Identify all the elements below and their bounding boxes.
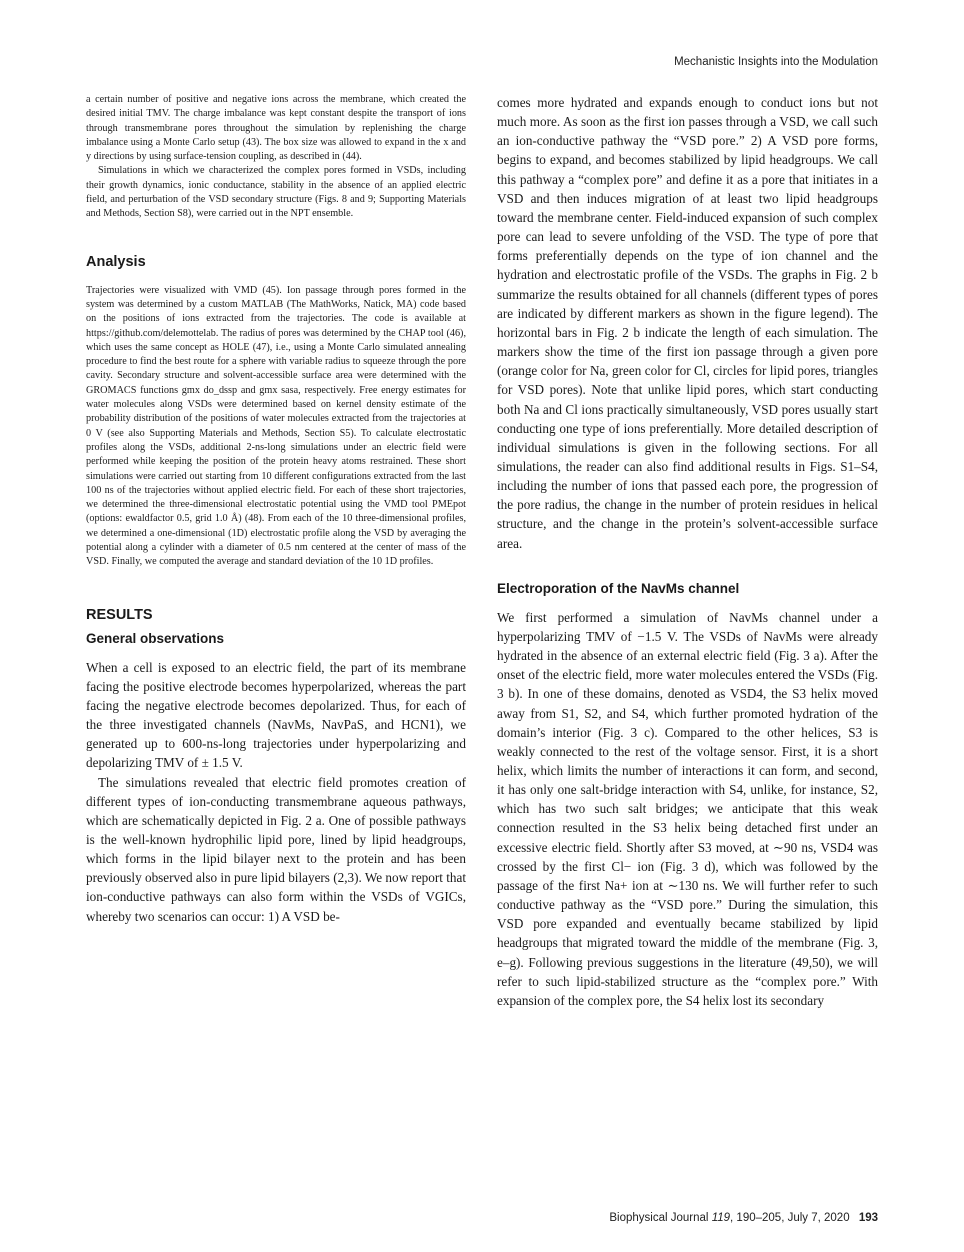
journal-volume: 119 — [711, 1212, 731, 1224]
running-header: Mechanistic Insights into the Modulation — [674, 56, 878, 68]
paragraph-npt: Simulations in which we characterized the complex pores formed in VSDs, including their growth dynamics, ionic conductance, stability in the absence of an applied electric field, and perturbation of the VSD secondary structure (Figs. 8 and 9; Supporting Materials and Methods, Section S8), were carried out in the NPT ensemble. — [86, 165, 466, 220]
paragraph-pores: comes more hydrated and expands enough to conduct ions but not much more. As soon as the first ion passes through a VSD, we call such an ion-conductive pathway the “VSD pore.” 2) A VSD pore forms, begins to expand, and becomes stabilized by lipid headgroups. We call this pathway a “complex pore” and define it as a pore that initiates in a VSD and then induces migration of at least two lipid headgroups toward the membrane center. Field-induced expansion of such complex pore can lead to severe unfolding of the VSD. The type of pore that forms preferentially depends on the type of ion channel and the hydration and electrostatic profile of the VSDs. The graphs in Fig. 2 b summarize the results obtained for all channels (different types of pores are indicated by different markers as shown in the figure legend). The horizontal bars in Fig. 2 b indicate the length of each simulation. The markers show the time of the first ion passage through a given pore (orange color for Na, green color for Cl, circles for lipid pores, triangles for VSD pores). Note that unlike lipid pores, which start conducting both Na and Cl ions practically simultaneously, VSD pores usually start conducting one type of ions preferentially. More detailed description of individual simulations is given in the following sections. For all simulations, the reader can also find additional results in Figs. S1–S4, including the number of ions that passed each pore, the progression of the pore radius, the change in the number of protein residues in helical structure, and the change in the protein’s solvent-accessible surface area. — [497, 95, 878, 551]
paragraph-general-2: The simulations revealed that electric field promotes creation of different types of ion-conducting transmembrane aqueous pathways, which are schematically depicted in Fig. 2 a. One of possible pathways is the well-known hydrophilic lipid pore, lined by lipid headgroups, which forms in the lipid bilayer next to the protein and has been previously observed also in pure lipid bilayers (2,3). We now report that ion-conductive pathways can also form within the VSDs of VGICs, whereby two scenarios can occur: 1) A VSD be- — [86, 774, 466, 924]
paragraph-analysis: Trajectories were visualized with VMD (45). Ion passage through pores formed in the system was determined by a custom MATLAB (The MathWorks, Natick, MA) code based on the positions of ions extracted from the trajectories. The code is available at https://github.com/delemottelab. The radius of pores was determined by the CHAP tool (46), which uses the same concept as HOLE (47), i.e., using a Monte Carlo simulated annealing procedure to find the best route for a sphere with variable radius to squeeze through the pore cavity. Secondary structure and solvent-accessible surface area were determined with the GROMACS functions gmx do_dssp and gmx sasa, respectively. Free energy estimates for water molecules along VSDs were determined based on kernel density estimate of the probability distribution of the positions of water molecules extracted from the trajectories at 0 V (see also Supporting Materials and Methods, Section S5). To calculate electrostatic profiles along the VSDs, additional 2-ns-long simulations under an electric field were performed while keeping the position of the protein heavy atoms restrained. These short simulations were carried out starting from 10 different configurations extracted from the last 100 ns of the trajectories without applied electric field. For each of these short trajectories, we determined the three-dimensional electrostatic potential using the VMD tool PMEpot (options: ewaldfactor 0.5, grid 1.0 Å) (48). From each of the 10 three-dimensional profiles, we determined a one-dimensional (1D) electrostatic profile along the VSD by averaging the potential along a cylinder with a diameter of 0.5 nm centered at the center of mass of the VSD. Finally, we computed the average and standard deviation of the 10 1D profiles. — [86, 284, 466, 568]
paragraph-general-1: When a cell is exposed to an electric field, the part of its membrane facing the positive electrode becomes hyperpolarized, whereas the part facing the negative electrode becomes depolarized. Thus, for each of the three investigated channels (NavMs, NavPaS, and HCN1), we generated up to 600-ns-long trajectories under hyperpolarizing and depolarizing TMV of ± 1.5 V. — [86, 659, 466, 771]
page-footer: Biophysical Journal 119, 190–205, July 7, 2020 193 — [609, 1212, 878, 1224]
journal-pages: 190–205, July 7, 2020 — [736, 1212, 850, 1224]
section-heading-results: RESULTS — [86, 606, 153, 623]
subsection-heading-electroporation: Electroporation of the NavMs channel — [497, 580, 740, 596]
section-heading-analysis: Analysis — [86, 253, 146, 270]
journal-name: Biophysical Journal — [609, 1212, 709, 1224]
paragraph-intro: a certain number of positive and negative ions across the membrane, which created the desired initial TMV. The charge imbalance was kept constant despite the transport of ions through transmembrane pores throughout the simulation by replenishing the charge imbalance using a Monte Carlo setup (43). The box size was allowed to expand in the x and y directions by using surface-tension coupling, as described in (44). — [86, 94, 466, 163]
left-column — [86, 93, 466, 926]
right-column — [497, 93, 878, 1010]
page-number: 193 — [858, 1212, 878, 1224]
subsection-heading-general: General observations — [86, 630, 225, 646]
paragraph-electroporation: We first performed a simulation of NavMs channel under a hyperpolarizing TMV of −1.5 V. The VSDs of NavMs were already hydrated in the absence of an external electric field (Fig. 3 a). After the onset of the electric field, more water molecules entered the VSDs (Fig. 3 b). In one of these domains, denoted as VSD4, the S3 helix moved away from S1, S2, and S4, which further promoted hydration of the domain’s interior (Fig. 3 c). Compared to the other helices, S3 is weakly connected to the rest of the voltage sensor. First, it is a short helix, which limits the number of interactions it can form, and second, it has only one salt-bridge interaction with S4, unlike, for instance, S2, which has two such salt bridges; we anticipate that this weak connection resulted in the S3 helix being detached first under an excessive electric field. Shortly after S3 moved, at ∼90 ns, VSD4 was crossed by the first Cl− ion (Fig. 3 d), which was followed by the passage of the first Na+ ion at ∼130 ns. We will further refer to such conductive pathway as the “VSD pore.” During the simulation, this VSD pore expanded and eventually became stabilized by lipid headgroups that migrated toward the middle of the membrane (Fig. 3, e–g). Following previous suggestions in the literature (49,50), we will refer to such lipid-stabilized structure as the “complex pore.” With expansion of the complex pore, the S4 helix lost its secondary — [497, 609, 878, 1008]
